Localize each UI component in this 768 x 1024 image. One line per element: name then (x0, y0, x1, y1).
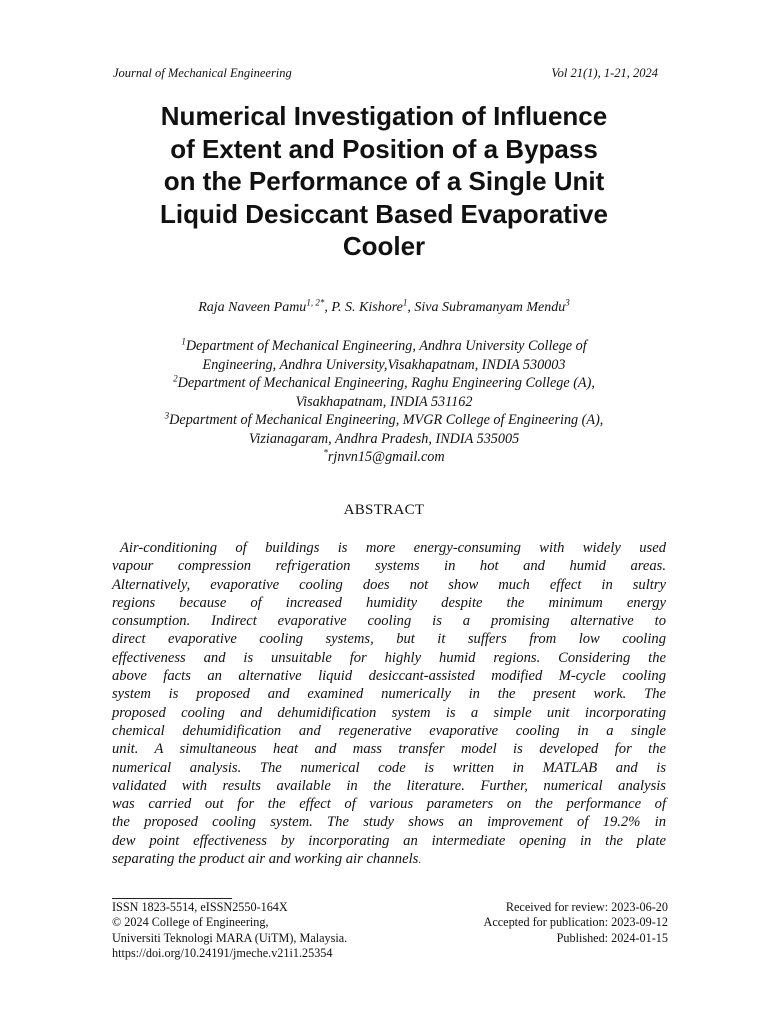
abstract-line: Air-conditioning of buildings is more energy-consuming with widely used (120, 540, 666, 556)
author-name: Raja Naveen Pamu (198, 300, 307, 315)
published-date: Published: 2024-01-15 (556, 930, 668, 945)
abstract-line: consumption. Indirect evaporative cooling is a promising alternative to (112, 613, 666, 630)
author-name: P. S. Kishore (331, 300, 403, 315)
title-line: Liquid Desiccant Based Evaporative (160, 198, 608, 229)
abstract-line: unit. A simultaneous heat and mass transfer model is developed for the (112, 741, 666, 758)
affiliation-mark: 2 (173, 373, 178, 384)
doi-link[interactable]: https://doi.org/10.24191/jmeche.v21i1.25354 (112, 945, 333, 960)
abstract-line: the proposed cooling system. The study shows an improvement of 19.2% in (112, 814, 666, 831)
accepted-date: Accepted for publication: 2023-09-12 (483, 915, 668, 930)
author-affiliation-mark: 1, 2* (306, 297, 325, 308)
author-separator: , (324, 300, 332, 315)
running-header (113, 66, 658, 81)
affiliation-line: $^2$Department of Mechanical Engineering, Raghu Engineering College (A), (173, 373, 595, 391)
author-list (84, 297, 684, 316)
abstract-body (112, 539, 666, 870)
abstract-line: direct evaporative cooling systems, but it suffers from low cooling (112, 631, 666, 648)
affiliations (84, 337, 684, 467)
abstract-line: effectiveness and is unsuitable for highly humid regions. Considering the (112, 649, 666, 666)
affiliation-line: $^3$Department of Mechanical Engineering, MVGR College of Engineering (A), (164, 410, 604, 428)
abstract-line: chemical dehumidification and regenerative evaporative cooling in a single (112, 722, 666, 739)
affiliation-mark: 1 (181, 336, 186, 347)
affiliation-mark: 3 (164, 410, 170, 421)
author-name: Siva Subramanyam Mendu (414, 300, 566, 315)
volume-info: Vol 21(1), 1-21, 2024 (551, 66, 658, 80)
abstract-line: system is proposed and examined numerically in the present work. The (112, 686, 666, 703)
issn: ISSN 1823-5514, eISSN2550-164X (112, 900, 288, 914)
abstract-line: regions because of increased humidity despite the minimum energy (112, 594, 666, 611)
affiliation-line: $^1$Department of Mechanical Engineering, Andhra University College of (181, 336, 587, 354)
abstract-end-mark: . (418, 855, 421, 867)
footnote-rule (112, 898, 232, 899)
author-affiliation-mark: 1 (402, 297, 408, 308)
title-line: of Extent and Position of a Bypass (170, 133, 598, 164)
review-dates (484, 900, 668, 946)
corresponding-mark: * (323, 447, 328, 458)
abstract-line: above facts an alternative liquid desiccant-assisted modified M-cycle cooling (112, 668, 666, 685)
affiliation-line: Vizianagaram, Andhra Pradesh, INDIA 535005 (248, 430, 520, 447)
abstract-line: numerical analysis. The numerical code is written in MATLAB and is (112, 759, 666, 776)
copyright: © 2024 College of Engineering, (112, 915, 269, 930)
author-affiliation-mark: 3 (565, 297, 570, 308)
title-line: Cooler (342, 231, 426, 261)
publisher: Universiti Teknologi MARA (UiTM), Malaysia. (112, 930, 348, 945)
affiliation-line: Visakhapatnam, INDIA 531162 (295, 393, 473, 410)
abstract-line: dew point effectiveness by incorporating an intermediate opening in the plate (112, 832, 666, 849)
abstract-line: proposed cooling and dehumidification system is a simple unit incorporating (112, 704, 666, 721)
abstract-heading: ABSTRACT (343, 502, 425, 518)
paper-title (84, 100, 684, 263)
publication-info (112, 900, 347, 961)
received-date: Received for review: 2023-06-20 (505, 900, 668, 914)
abstract-line: validated with results available in the literature. Further, numerical analysis (112, 777, 666, 794)
affiliation-line: Engineering, Andhra University,Visakhapatnam, INDIA 530003 (202, 356, 566, 373)
abstract-line: Alternatively, evaporative cooling does not show much effect in sultry (112, 576, 666, 593)
author-separator: , (407, 300, 415, 315)
abstract-line: vapour compression refrigeration systems in hot and humid areas. (112, 558, 666, 575)
title-line: on the Performance of a Single Unit (163, 166, 605, 196)
corresponding-email: *rjnvn15@gmail.com (323, 447, 445, 465)
title-line: Numerical Investigation of Influence (160, 101, 608, 131)
abstract-line: was carried out for the effect of various parameters on the performance of (112, 796, 666, 813)
journal-name: Journal of Mechanical Engineering (113, 66, 292, 80)
abstract-line: separating the product air and working air channels. (112, 851, 421, 868)
